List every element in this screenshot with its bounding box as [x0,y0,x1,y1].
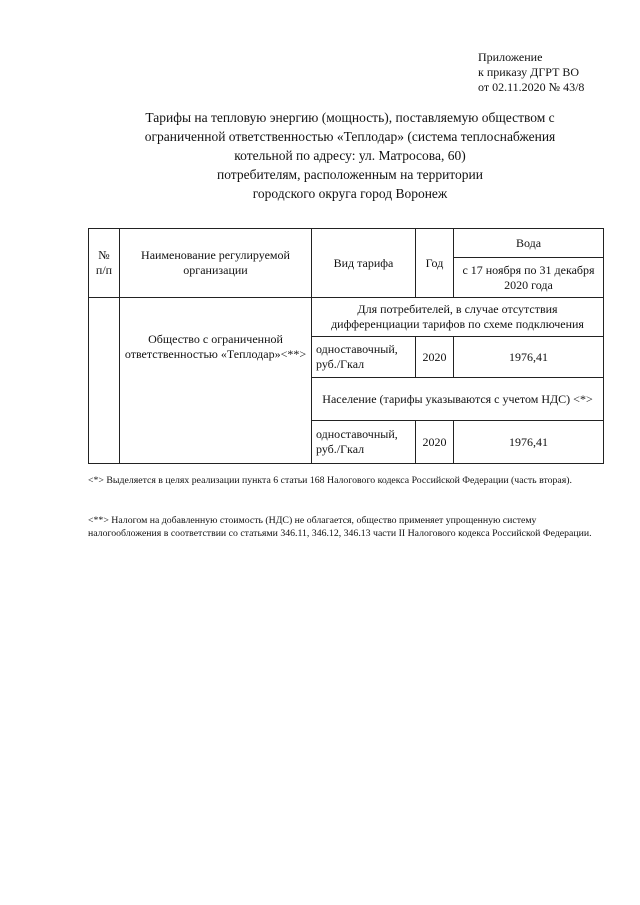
appendix-line-2: к приказу ДГРТ ВО [478,65,580,79]
header-year: Год [416,229,454,298]
title-line-1: Тарифы на тепловую энергию (мощность), поставляемую обществом с [145,110,555,125]
row-num-cell [89,298,120,464]
header-period: с 17 ноября по 31 декабря 2020 года [454,258,604,298]
group-2-value: 1976,41 [454,421,604,464]
group-1-value: 1976,41 [454,337,604,378]
title-line-5: городского округа город Воронеж [252,186,448,201]
document-title [100,108,600,203]
group-1-heading-row [89,298,604,337]
table-header-row [89,229,604,258]
header-tariff-type: Вид тарифа [312,229,416,298]
header-organization: Наименование регулируемой организации [120,229,312,298]
title-line-4: потребителям, расположенным на территории [217,167,483,182]
footnote-2: <**> Налогом на добавленную стоимость (НДС) не облагается, общество применяет упрощенную систему налогообложения в соответствии со статьями 346.11, 346.12, 346.13 части II Налогового кодекса Российской Федерации. [88,515,592,539]
group-2-year: 2020 [416,421,454,464]
title-line-2: ограниченной ответственностью «Теплодар» (система теплоснабжения [144,129,556,144]
header-num: № п/п [89,229,120,298]
appendix-header [478,50,628,95]
organization-name: Общество с ограниченной ответственностью «Теплодар»<**> [120,298,312,464]
group-1-year: 2020 [416,337,454,378]
group-1-heading: Для потребителей, в случае отсутствия дифференциации тарифов по схеме подключения [312,298,604,337]
title-line-3: котельной по адресу: ул. Матросова, 60) [234,148,466,163]
header-water: Вода [454,229,604,258]
footnote-1: <*> Выделяется в целях реализации пункта 6 статьи 168 Налогового кодекса Российской Федерации (часть вторая). [88,475,572,486]
appendix-line-1: Приложение [478,50,543,64]
group-1-tariff-type: одноставочный, руб./Гкал [312,337,416,378]
group-2-tariff-type: одноставочный, руб./Гкал [312,421,416,464]
tariff-table [88,228,604,464]
appendix-line-3: от 02.11.2020 № 43/8 [478,80,585,94]
group-2-heading: Население (тарифы указываются с учетом НДС) <*> [312,378,604,421]
